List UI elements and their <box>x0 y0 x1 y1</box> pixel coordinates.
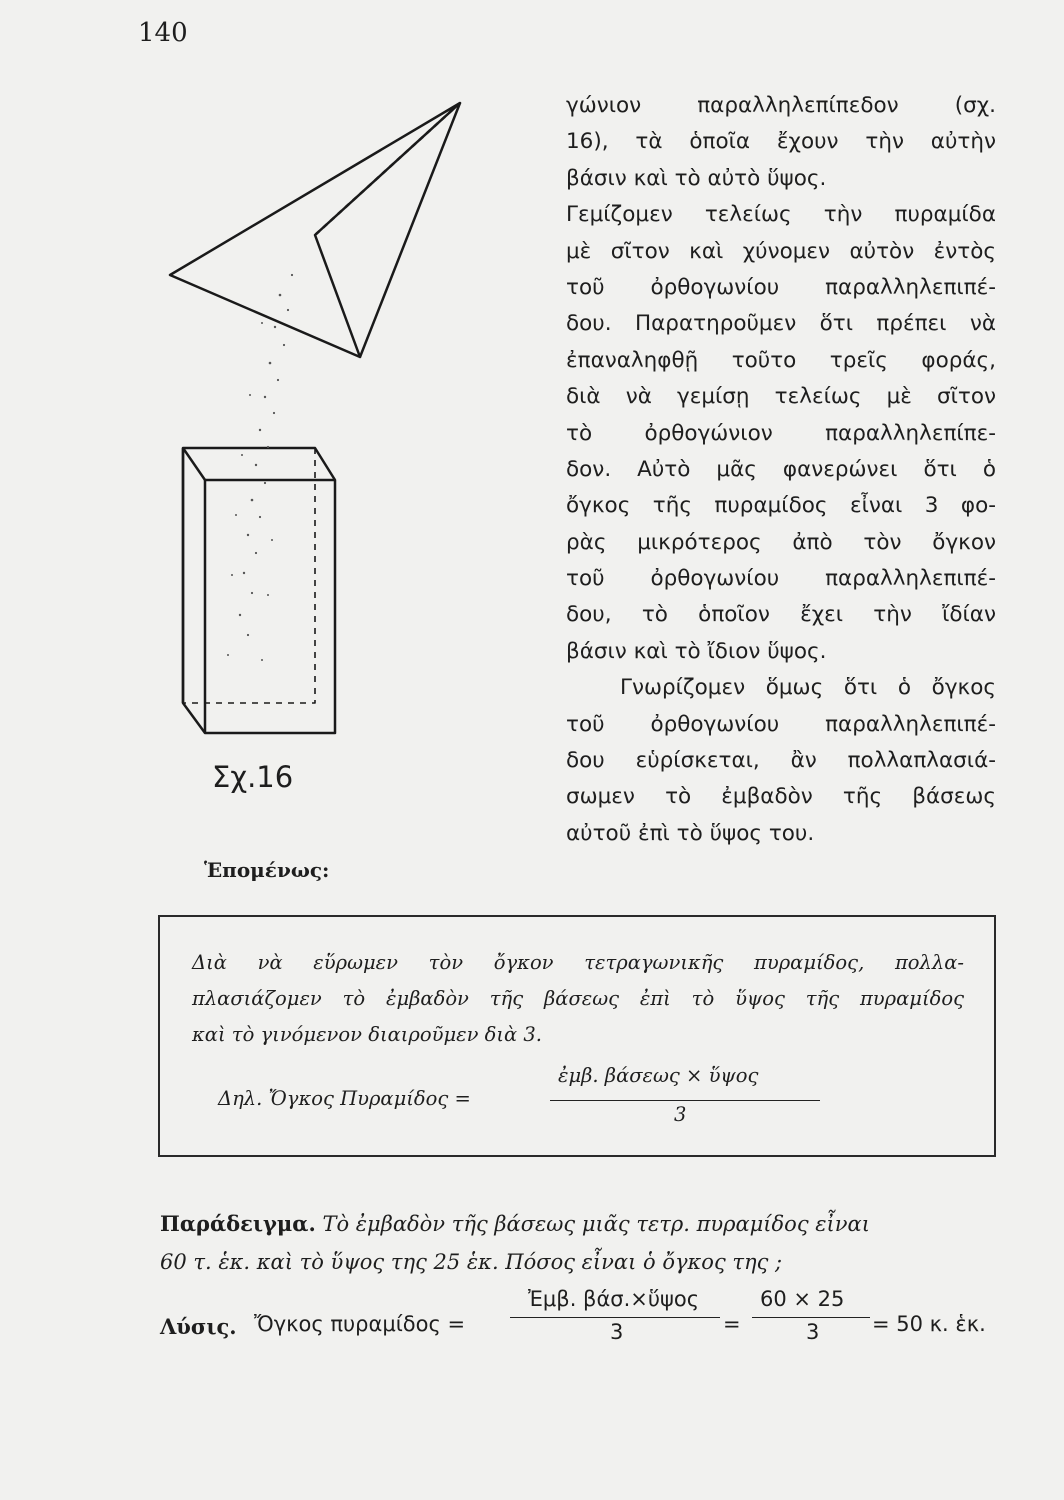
text-line: δον. Αὐτὸ μᾶς φανερώνει ὅτι ὁ <box>566 456 996 482</box>
text-line: Γνωρίζομεν ὅμως ὅτι ὁ ὄγκος <box>620 675 996 701</box>
fraction-bar <box>550 1100 820 1101</box>
fraction-bar <box>752 1317 870 1318</box>
therefore-heading: Ἑπομένως: <box>204 858 330 882</box>
text-line: αὐτοῦ ἐπὶ τὸ ὕψος του. <box>566 820 815 846</box>
example-text: 60 τ. ἑκ. καὶ τὸ ὕψος της 25 ἑκ. Πόσος εἶναι ὁ ὄγκος της ; <box>160 1250 783 1274</box>
rule-line: Διὰ νὰ εὕρωμεν τὸν ὄγκον τετραγωνικῆς πυραμίδος, πολλα- <box>192 951 964 974</box>
text-line: ἐπαναληφθῇ τοῦτο τρεῖς φοράς, <box>566 347 996 373</box>
solution-lhs: Ὄγκος πυραμίδος = <box>254 1312 466 1336</box>
page-number: 140 <box>138 18 188 48</box>
example-label: Παράδειγμα. <box>160 1211 316 1236</box>
text-line: δου, τὸ ὁποῖον ἔχει τὴν ἴδίαν <box>566 602 996 628</box>
text-line: τοῦ ὀρθογωνίου παραλληλεπιπέ- <box>566 711 996 737</box>
solution-label: Λύσις. <box>160 1314 237 1339</box>
text-line: βάσιν καὶ τὸ αὐτὸ ὕψος. <box>566 165 827 191</box>
text-line: ρὰς μικρότερος ἀπὸ τὸν ὄγκον <box>566 529 996 555</box>
text-line: σωμεν τὸ ἐμβαδὸν τῆς βάσεως <box>566 784 996 810</box>
formula-numerator: ἐμβ. βάσεως × ὕψος <box>558 1064 759 1087</box>
rule-box <box>158 915 996 1157</box>
pyramid-prism-figure <box>150 95 480 755</box>
text-line: δου εὑρίσκεται, ἂν πολλαπλασιά- <box>566 748 996 774</box>
example-text: Τὸ ἐμβαδὸν τῆς βάσεως μιᾶς τετρ. πυραμίδος εἶναι <box>322 1212 870 1236</box>
text-line: γώνιον παραλληλεπίπεδον (σχ. <box>566 93 996 118</box>
text-line: τοῦ ὀρθογωνίου παραλληλεπιπέ- <box>566 274 996 300</box>
figure-label: Σχ.16 <box>212 760 294 794</box>
rule-text <box>192 945 964 1053</box>
rule-line: καὶ τὸ γινόμενον διαιροῦμεν διὰ 3. <box>192 1023 543 1046</box>
text-line: δου. Παρατηροῦμεν ὅτι πρέπει νὰ <box>566 311 996 337</box>
text-line: Γεμίζομεν τελείως τὴν πυραμίδα <box>566 202 996 228</box>
solution-result: = 50 κ. ἑκ. <box>872 1312 986 1336</box>
formula-denominator: 3 <box>674 1103 687 1126</box>
text-line: τοῦ ὀρθογωνίου παραλληλεπιπέ- <box>566 566 996 592</box>
rule-line: πλασιάζομεν τὸ ἐμβαδὸν τῆς βάσεως ἐπὶ τὸ ὕψος τῆς πυραμίδος <box>192 987 964 1010</box>
text-line: βάσιν καὶ τὸ ἴδιον ὕψος. <box>566 638 827 664</box>
text-line: τὸ ὀρθογώνιον παραλληλεπίπε- <box>566 420 996 446</box>
equals-sign: = <box>723 1312 741 1336</box>
formula-lhs: Δηλ. Ὄγκος Πυραμίδος = <box>218 1087 471 1110</box>
text-line: διὰ νὰ γεμίσῃ τελείως μὲ σῖτον <box>566 384 996 410</box>
solution-numerator: Ἐμβ. βάσ.×ὕψος <box>528 1287 700 1311</box>
fraction-bar <box>510 1317 720 1318</box>
grain-dots <box>227 274 293 661</box>
text-line: 16), τὰ ὁποῖα ἔχουν τὴν αὐτὴν <box>566 129 996 155</box>
solution-denominator: 3 <box>610 1320 624 1344</box>
text-line: ὄγκος τῆς πυραμίδος εἶναι 3 φο- <box>566 493 996 519</box>
solution-line <box>160 1287 1010 1360</box>
solution-numerator: 60 × 25 <box>760 1287 845 1311</box>
pyramid-shape <box>170 103 460 357</box>
main-text-column <box>566 88 996 852</box>
solution-denominator: 3 <box>806 1320 820 1344</box>
example-paragraph <box>160 1205 1000 1281</box>
text-line: μὲ σῖτον καὶ χύνομεν αὐτὸν ἐντὸς <box>566 238 996 264</box>
